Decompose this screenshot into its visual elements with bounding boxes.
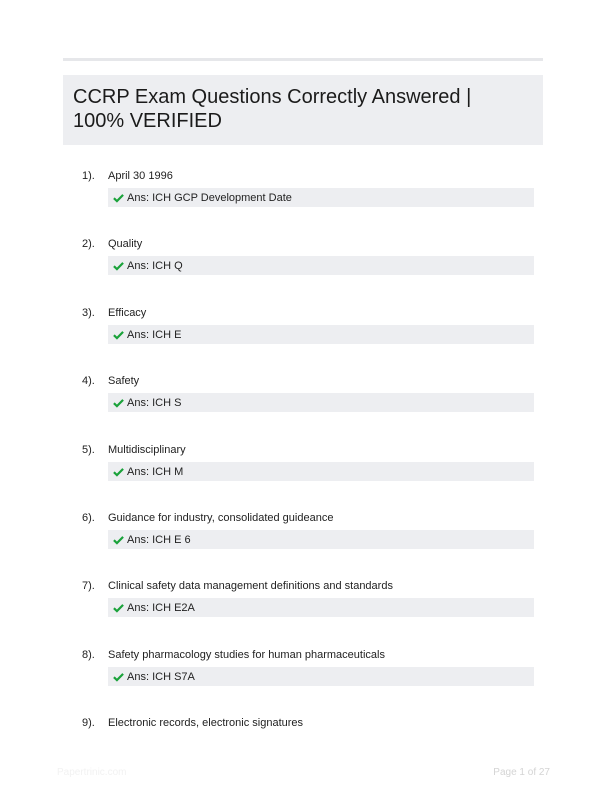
answer-box bbox=[108, 325, 534, 344]
page-title-line-2: 100% VERIFIED bbox=[73, 110, 222, 132]
check-icon bbox=[113, 398, 124, 408]
question-text: Quality bbox=[108, 238, 143, 250]
question-text: April 30 1996 bbox=[108, 170, 173, 182]
question-number: 1). bbox=[82, 170, 95, 182]
question-text: Guidance for industry, consolidated guideance bbox=[108, 512, 334, 524]
answer-box bbox=[108, 530, 534, 549]
check-icon bbox=[113, 603, 124, 613]
answer-box bbox=[108, 188, 534, 207]
footer-site-watermark: Papertrinic.com bbox=[57, 767, 127, 778]
question-text: Clinical safety data management definitions and standards bbox=[108, 580, 393, 592]
check-icon bbox=[113, 535, 124, 545]
question-number: 6). bbox=[82, 512, 95, 524]
answer-box bbox=[108, 256, 534, 275]
answer-box bbox=[108, 462, 534, 481]
question-text: Multidisciplinary bbox=[108, 444, 186, 456]
question-number: 7). bbox=[82, 580, 95, 592]
answer-text: Ans: ICH E bbox=[127, 328, 182, 341]
question-number: 8). bbox=[82, 649, 95, 661]
question-number: 4). bbox=[82, 375, 95, 387]
check-icon bbox=[113, 261, 124, 271]
answer-text: Ans: ICH S7A bbox=[127, 670, 195, 683]
answer-text: Ans: ICH S bbox=[127, 396, 182, 409]
check-icon bbox=[113, 330, 124, 340]
page-title-line-1: CCRP Exam Questions Correctly Answered | bbox=[73, 86, 472, 108]
answer-text: Ans: ICH Q bbox=[127, 259, 183, 272]
answer-box bbox=[108, 598, 534, 617]
question-text: Electronic records, electronic signatures bbox=[108, 717, 304, 729]
question-text: Efficacy bbox=[108, 307, 147, 319]
check-icon bbox=[113, 467, 124, 477]
question-number: 5). bbox=[82, 444, 95, 456]
check-icon bbox=[113, 672, 124, 682]
answer-text: Ans: ICH GCP Development Date bbox=[127, 191, 292, 204]
answer-text: Ans: ICH M bbox=[127, 465, 184, 478]
question-text: Safety pharmacology studies for human pharmaceuticals bbox=[108, 649, 385, 661]
title-banner bbox=[63, 75, 543, 145]
question-number: 9). bbox=[82, 717, 95, 729]
check-icon bbox=[113, 193, 124, 203]
question-number: 3). bbox=[82, 307, 95, 319]
top-divider bbox=[63, 58, 543, 61]
footer-page-number: Page 1 of 27 bbox=[493, 767, 550, 778]
answer-text: Ans: ICH E 6 bbox=[127, 533, 191, 546]
answer-text: Ans: ICH E2A bbox=[127, 601, 195, 614]
answer-box bbox=[108, 393, 534, 412]
question-number: 2). bbox=[82, 238, 95, 250]
answer-box bbox=[108, 667, 534, 686]
question-text: Safety bbox=[108, 375, 140, 387]
